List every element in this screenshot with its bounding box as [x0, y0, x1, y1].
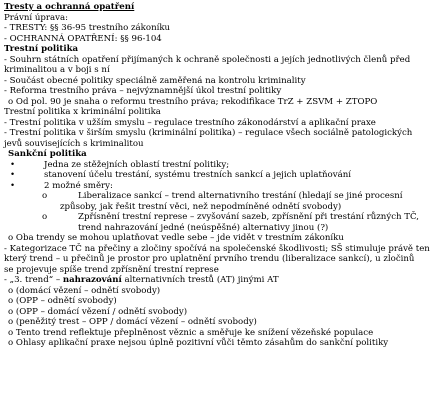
section-heading-trestni-politika: Trestní politika [4, 44, 79, 54]
text-line: o (peněžitý trest – OPP / domácí vězení – odnětí svobody) [8, 317, 257, 327]
text-line: - Součást obecné politiky speciálně zaměřená na kontrolu kriminality [4, 75, 306, 86]
text-line: jevů souvisejících s kriminalitou [4, 138, 144, 149]
text-line: o Ohlasy aplikační praxe nejsou úplně pozitivní vůči těmto zásahům do sankční politiky [8, 338, 389, 348]
bullet-text: 2 možné směry: [44, 180, 113, 191]
text-line: o (OPP – domácí vězení / odnětí svobody) [8, 306, 188, 317]
text-line: - Trestní politika v užším smyslu – regulace trestního zákonodárství a aplikační praxe [4, 117, 376, 128]
text-line: - Trestní politika v širším smyslu (kriminální politika) – regulace všech sociálně patologických [4, 128, 413, 138]
document-title: Tresty a ochranná opatření [4, 2, 135, 12]
bullet-text: Jedna ze stěžejních oblastí trestní politiky; [44, 159, 230, 170]
text-fragment: - „3. trend“ – [4, 275, 61, 285]
text-line: o Oba trendy se mohou uplatňovat vedle sebe – jde vidět v trestním zákoníku [8, 233, 344, 243]
sub-bullet-text: Zpřísnění trestní represe – zvyšování sazeb, zpřísnění při trestání různých TČ, [78, 212, 420, 222]
text-line: - Kategorizace TČ na přečiny a zločiny spočívá na společenské škodlivosti; SŠ stimuluje právě ten [4, 243, 430, 254]
text-line: se projevuje spíše trend zpřísnění trestní represe [4, 264, 219, 275]
text-line: - TRESTY: §§ 36-95 trestního zákoníku [4, 23, 171, 33]
bullet-item [4, 170, 438, 181]
text-line: - Reforma trestního práva – nejvýznamnější úkol trestní politiky [4, 86, 282, 96]
bold-term: nahrazování [62, 275, 122, 285]
text-line: Právní úprava: [4, 12, 69, 23]
section-heading-sankcni-politika: Sankční politika [8, 149, 87, 159]
text-line: způsoby, jak řešit trestní věci, než nepodmíněné odnětí svobody) [60, 201, 342, 212]
bullet-item [4, 181, 438, 192]
bullet-text: stanovení účelu trestání, systému trestních sankcí a jejich uplatňování [44, 170, 351, 180]
text-line: o Od pol. 90 je snaha o reformu trestního práva; rekodifikace TrZ + ZSVM + ZTOPO [8, 96, 378, 107]
sub-bullet-item [4, 212, 438, 223]
bullet-item [4, 160, 438, 171]
text-line: o (OPP – odnětí svobody) [8, 296, 117, 306]
text-line: který trend – u přečinů je prostor pro uplatnění prvního trendu (liberalizace sankcí), u zločinů [4, 254, 415, 264]
text-line: o (domácí vězení – odnětí svobody) [8, 285, 161, 296]
sub-bullet-item [4, 191, 438, 202]
text-line: kriminalitou a v boji s ní [4, 65, 110, 75]
text-line: - OCHRANNÁ OPATŘENÍ: §§ 96-104 [4, 33, 162, 44]
sub-bullet-text: Liberalizace sankcí – trend alternativního trestání (hledají se jiné procesní [78, 191, 403, 201]
text-line: - Souhrn státních opatření přijímaných k ochraně společnosti a jejích jednotlivých členů před [4, 54, 411, 65]
text-line: Trestní politika x kriminální politika [4, 107, 161, 117]
text-fragment: alternativních trestů (AT) jinými AT [124, 275, 279, 285]
text-line [4, 275, 438, 286]
text-line: trend nahrazování jedné (neúspěšné) alternativy jinou (?) [78, 222, 329, 233]
text-line: o Tento trend reflektuje přeplněnost věznic a směřuje ke snížení vězeňské populace [8, 327, 374, 338]
